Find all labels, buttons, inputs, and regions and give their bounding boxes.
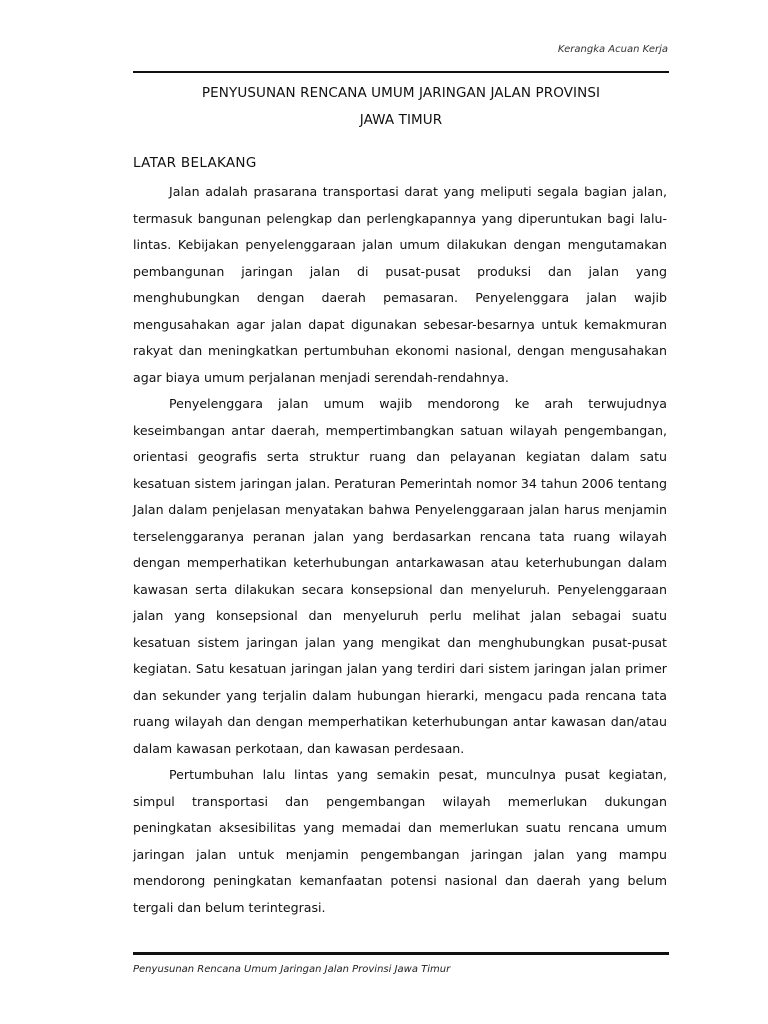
paragraph-1: Jalan adalah prasarana transportasi darat yang meliputi segala bagian jalan, termasuk bangunan pelengkap dan perlengkapannya yang diperuntukan bagi lalu-lintas. Kebijakan penyelenggaraan jalan umum dilakukan dengan mengutamakan pembangunan jaringan jalan di pusat-pusat produksi dan jalan yang menghubungkan dengan daerah pemasaran. Penyelenggara jalan wajib mengusahakan agar jalan dapat digunakan sebesar-besarnya untuk kemakmuran rakyat dan meningkatkan pertumbuhan ekonomi nasional, dengan mengusahakan agar biaya umum perjalanan menjadi serendah-rendahnya. [133, 184, 667, 385]
running-header: Kerangka Acuan Kerja [557, 44, 668, 55]
title-line-2: JAWA TIMUR [359, 112, 443, 128]
body-text [133, 179, 667, 921]
title-line-1: PENYUSUNAN RENCANA UMUM JARINGAN JALAN PROVINSI [201, 85, 601, 101]
paragraph-2: Penyelenggara jalan umum wajib mendorong ke arah terwujudnya keseimbangan antar daerah, mempertimbangkan satuan wilayah pengembangan, orientasi geografis serta struktur ruang dan pelayanan kegiatan dalam satu kesatuan sistem jaringan jalan. Peraturan Pemerintah nomor 34 tahun 2006 tentang Jalan dalam penjelasan menyatakan bahwa Penyelenggaraan jalan harus menjamin terselenggaranya peranan jalan yang berdasarkan rencana tata ruang wilayah dengan memperhatikan keterhubungan antarkawasan atau keterhubungan dalam kawasan serta dilakukan secara konsepsional dan menyeluruh. Penyelenggaraan jalan yang konsepsional dan menyeluruh perlu melihat jalan sebagai suatu kesatuan sistem jaringan jalan yang mengikat dan menghubungkan pusat-pusat kegiatan. Satu kesatuan jaringan jalan yang terdiri dari sistem jaringan jalan primer dan sekunder yang terjalin dalam hubungan hierarki, mengacu pada rencana tata ruang wilayah dan dengan memperhatikan keterhubungan antar kawasan dan/atau dalam kawasan perkotaan, dan kawasan perdesaan. [133, 396, 667, 756]
paragraph-3: Pertumbuhan lalu lintas yang semakin pesat, munculnya pusat kegiatan, simpul transportasi dan pengembangan wilayah memerlukan dukungan peningkatan aksesibilitas yang memadai dan memerlukan suatu rencana umum jaringan jalan untuk menjamin pengembangan jaringan jalan yang mampu mendorong peningkatan kemanfaatan potensi nasional dan daerah yang belum tergali dan belum terintegrasi. [133, 767, 667, 915]
header-divider [133, 71, 669, 73]
document-title [133, 80, 669, 134]
running-footer: Penyusunan Rencana Umum Jaringan Jalan Provinsi Jawa Timur [133, 964, 451, 975]
footer-divider [133, 952, 669, 955]
section-heading: LATAR BELAKANG [133, 155, 257, 171]
